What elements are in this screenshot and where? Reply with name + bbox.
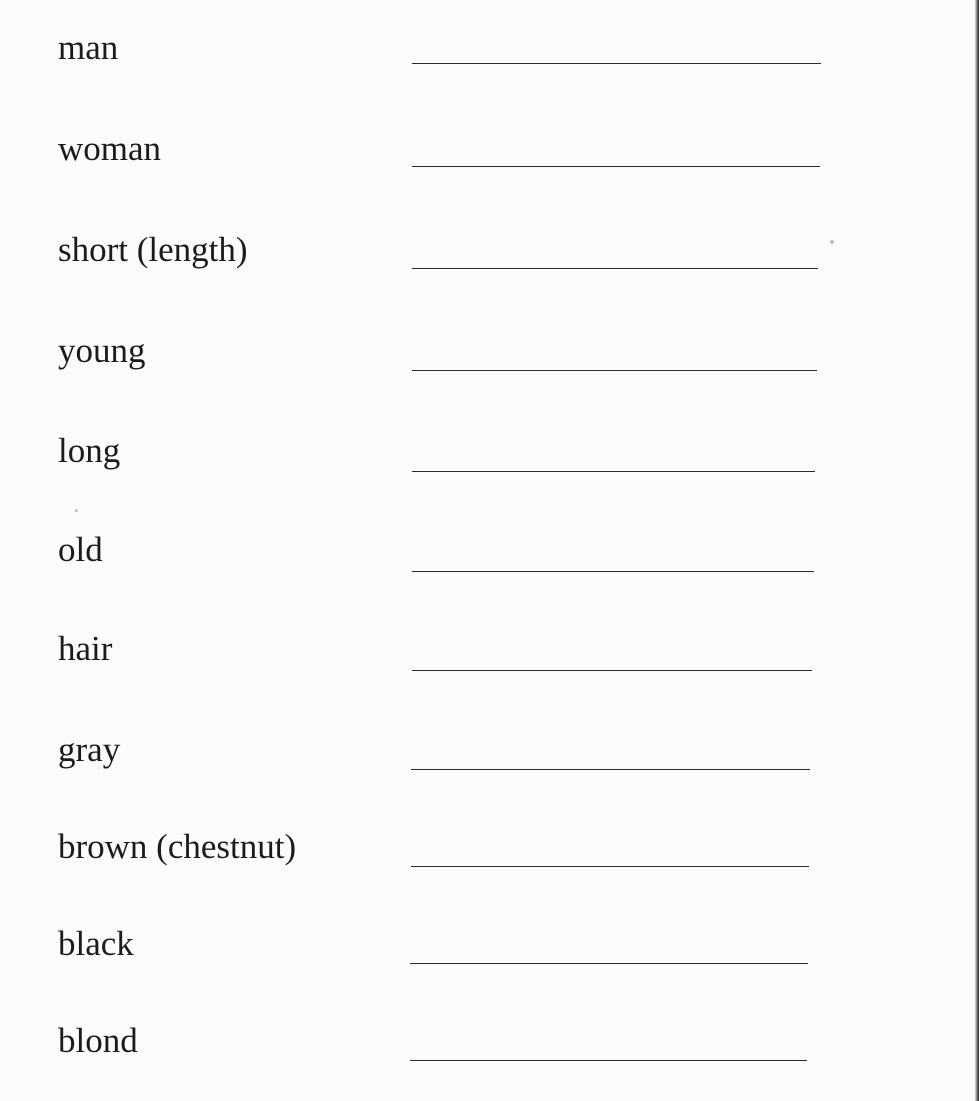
- answer-line[interactable]: [412, 166, 820, 167]
- answer-line[interactable]: [412, 268, 818, 269]
- vocab-term: brown (chestnut): [58, 827, 297, 866]
- vocab-term: long: [58, 431, 121, 470]
- answer-line[interactable]: [412, 370, 817, 371]
- vocab-row-5: [0, 431, 975, 491]
- vocab-term: young: [58, 331, 146, 370]
- vocab-term: short (length): [58, 230, 248, 269]
- answer-line[interactable]: [410, 963, 808, 964]
- page-edge-shadow: [975, 0, 979, 1101]
- answer-line[interactable]: [411, 866, 809, 867]
- vocab-row-11: [0, 1021, 975, 1081]
- answer-line[interactable]: [412, 63, 821, 64]
- answer-line[interactable]: [410, 1060, 807, 1061]
- vocab-term: black: [58, 924, 134, 963]
- answer-line[interactable]: [412, 670, 812, 671]
- vocab-row-8: [0, 730, 975, 790]
- vocab-row-3: [0, 230, 975, 290]
- vocab-row-10: [0, 924, 975, 984]
- vocab-row-7: [0, 629, 975, 689]
- vocab-term: gray: [58, 730, 121, 769]
- answer-line[interactable]: [411, 769, 810, 770]
- vocab-term: hair: [58, 629, 113, 668]
- vocab-row-6: [0, 530, 975, 590]
- vocab-term: old: [58, 530, 103, 569]
- vocab-row-9: [0, 827, 975, 887]
- paper-speck: [75, 509, 78, 512]
- vocab-row-1: [0, 28, 975, 88]
- vocab-term: woman: [58, 129, 162, 168]
- vocab-term: blond: [58, 1021, 138, 1060]
- vocab-row-4: [0, 331, 975, 391]
- paper-speck: [830, 240, 834, 244]
- answer-line[interactable]: [412, 571, 814, 572]
- vocab-term: man: [58, 28, 119, 67]
- answer-line[interactable]: [412, 471, 815, 472]
- vocab-row-2: [0, 129, 975, 189]
